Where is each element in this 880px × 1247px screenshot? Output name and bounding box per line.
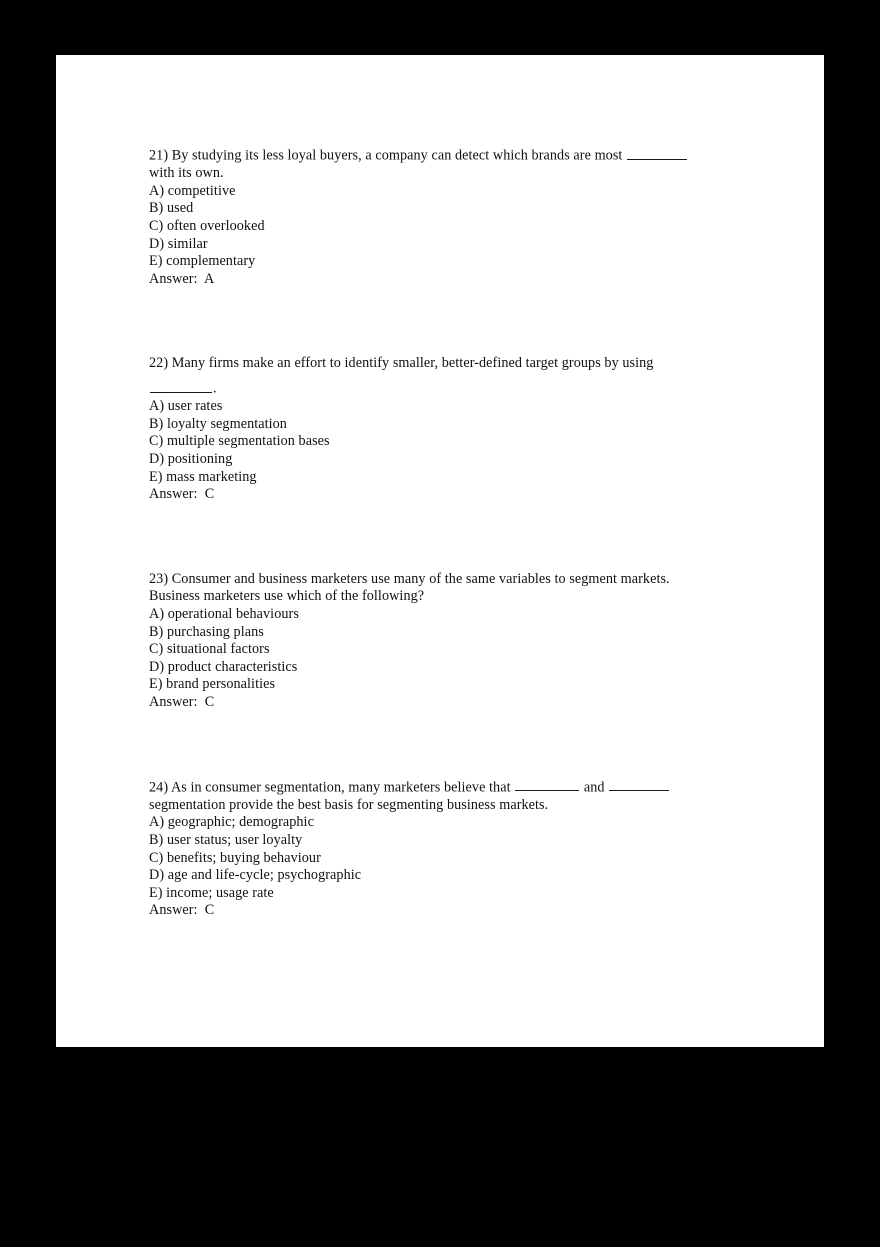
answer-line-23: Answer: C	[149, 693, 215, 710]
answer-line-22: Answer: C	[149, 486, 215, 503]
blank-underline	[515, 779, 579, 792]
option-d-24: D) age and life-cycle; psychographic	[149, 867, 362, 884]
option-a-22: A) user rates	[149, 398, 223, 415]
blank-underline	[150, 380, 212, 393]
question-stem-22	[149, 355, 719, 373]
option-e-24: E) income; usage rate	[149, 884, 274, 901]
option-a-24: A) geographic; demographic	[149, 814, 314, 831]
question-stem-21-part1: 21) By studying its less loyal buyers, a company can detect which brands are most	[149, 147, 627, 164]
answer-line-24: Answer: C	[149, 902, 215, 919]
blank-underline	[609, 779, 669, 792]
question-stem-24-part1: 24) As in consumer segmentation, many marketers believe that	[149, 779, 515, 796]
option-b-24: B) user status; user loyalty	[149, 831, 303, 848]
question-stem-24-line2: segmentation provide the best basis for segmenting business markets.	[149, 796, 549, 813]
option-c-21: C) often overlooked	[149, 218, 265, 235]
question-stem-22-part1: 22) Many firms make an effort to identify smaller, better-defined target groups by using	[149, 355, 654, 372]
option-b-23: B) purchasing plans	[149, 623, 264, 640]
option-e-21: E) complementary	[149, 253, 256, 270]
answer-line-21: Answer: A	[149, 270, 215, 287]
question-stem-22-blank-line	[149, 380, 719, 398]
option-a-21: A) competitive	[149, 182, 236, 199]
option-a-23: A) operational behaviours	[149, 605, 299, 622]
option-d-21: D) similar	[149, 235, 208, 252]
question-stem-21-line2: with its own.	[149, 165, 224, 182]
option-e-22: E) mass marketing	[149, 468, 257, 485]
question-stem-24-part2: and	[580, 779, 609, 796]
document-page	[56, 55, 824, 1047]
questions-container	[149, 147, 719, 920]
option-d-22: D) positioning	[149, 451, 233, 467]
blank-underline	[627, 147, 687, 160]
question-block-22	[149, 355, 719, 503]
option-b-22: B) loyalty segmentation	[149, 415, 287, 432]
question-stem-24	[149, 779, 719, 815]
question-stem-23	[149, 571, 719, 606]
question-stem-21	[149, 147, 719, 183]
question-block-24	[149, 779, 719, 920]
option-c-24: C) benefits; buying behaviour	[149, 849, 321, 866]
question-stem-22-part2: .	[213, 380, 217, 397]
option-b-21: B) used	[149, 200, 194, 217]
question-stem-23-line2: Business marketers use which of the following?	[149, 588, 425, 605]
option-c-22: C) multiple segmentation bases	[149, 433, 330, 450]
option-d-23: D) product characteristics	[149, 658, 298, 675]
stem-spacer	[149, 373, 719, 380]
question-block-23	[149, 571, 719, 712]
question-block-21	[149, 147, 719, 288]
option-c-23: C) situational factors	[149, 641, 270, 658]
option-e-23: E) brand personalities	[149, 676, 276, 693]
question-stem-23-part1: 23) Consumer and business marketers use many of the same variables to segment markets.	[149, 570, 670, 587]
